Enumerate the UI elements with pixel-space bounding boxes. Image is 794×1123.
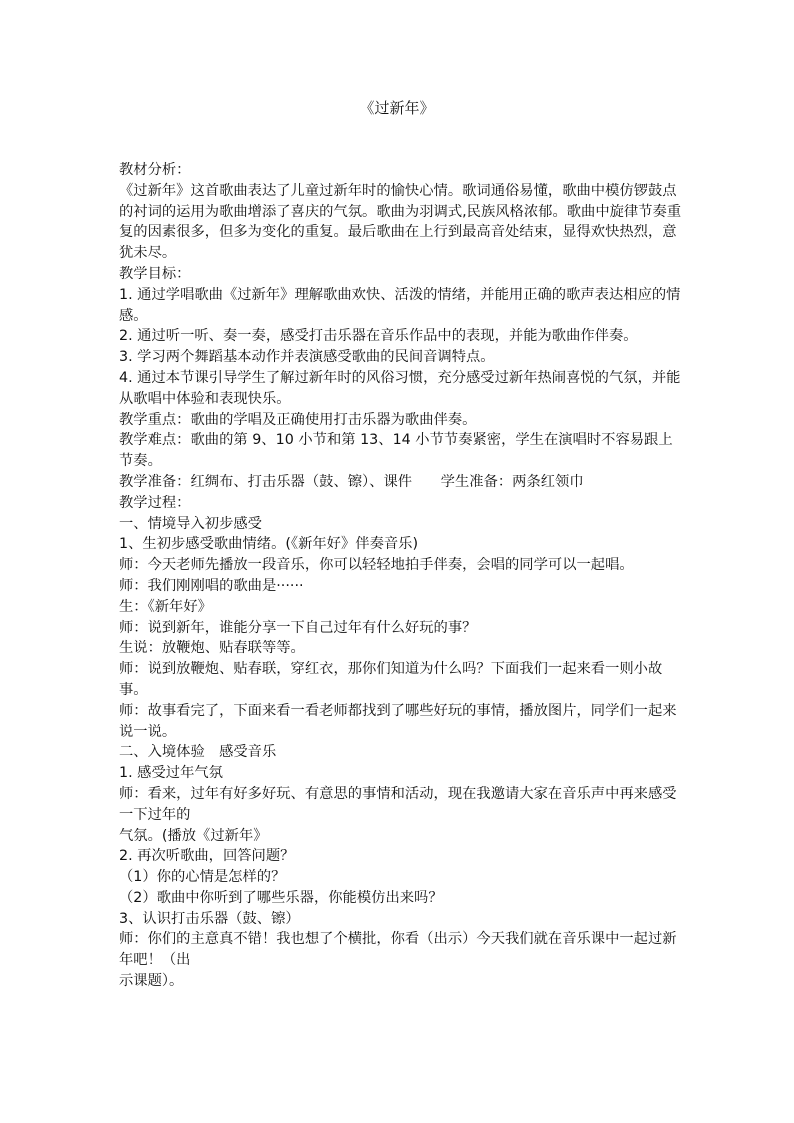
text-line: 1. 通过学唱歌曲《过新年》理解歌曲欢快、活泼的情绪，并能用正确的歌声表达相应的情感。	[119, 286, 681, 324]
text-line: 气氛。(播放《过新年》	[119, 827, 268, 844]
text-line: 示课题）。	[119, 973, 184, 990]
text-line: （2）歌曲中你听到了哪些乐器，你能模仿出来吗？	[119, 889, 443, 906]
text-line: 教学重点：歌曲的学唱及正确使用打击乐器为歌曲伴奏。	[119, 411, 477, 428]
document-title: 《过新年》	[359, 99, 435, 117]
text-line: 2. 再次听歌曲，回答问题？	[119, 848, 295, 865]
document-body	[119, 160, 683, 992]
text-line: 师：故事看完了，下面来看一看老师都找到了哪些好玩的事情，播放图片，同学们一起来说一说。	[119, 702, 677, 740]
text-line: 师：你们的主意真不错！我也想了个横批，你看（出示）今天我们就在音乐课中一起过新年吧！（出	[119, 931, 677, 969]
text-line: 教学目标：	[119, 265, 191, 282]
text-line: 师：我们刚刚唱的歌曲是······	[119, 577, 304, 594]
text-line: （1）你的心情是怎样的？	[119, 869, 286, 886]
text-line: 1. 感受过年气氛	[119, 765, 223, 782]
text-line: 师：今天老师先播放一段音乐，你可以轻轻地拍手伴奏，会唱的同学可以一起唱。	[119, 557, 634, 574]
text-line: 师：看来，过年有好多好玩、有意思的事情和活动，现在我邀请大家在音乐声中再来感受一下过年的	[119, 785, 677, 823]
text-line: 师：说到放鞭炮、贴春联，穿红衣，那你们知道为什么吗？下面我们一起来看一则小故事。	[119, 661, 663, 698]
text-line: 《过新年》这首歌曲表达了儿童过新年时的愉快心情。歌词通俗易懂，歌曲中模仿锣鼓点的衬词的运用为歌曲增添了喜庆的气氛。歌曲为羽调式,民族风格浓郁。歌曲中旋律节奏重复的因素很多，但多为变化的重复。最后歌曲在上行到最高音处结束，显得欢快热烈，意犹未尽。	[119, 182, 682, 262]
text-line: 生：《新年好》	[119, 598, 212, 615]
text-line: 2. 通过听一听、奏一奏，感受打击乐器在音乐作品中的表现，并能为歌曲作伴奏。	[119, 328, 638, 345]
text-line: 教材分析：	[119, 162, 191, 178]
text-line: 二、入境体验 感受音乐	[119, 744, 277, 761]
text-line: 一、情境导入初步感受	[119, 515, 262, 532]
text-line: 教学准备：红绸布、打击乐器（鼓、镲）、课件 学生准备：两条红领巾	[119, 473, 584, 490]
text-line: 3、认识打击乐器（鼓、镲）	[119, 910, 300, 927]
text-line: 教学过程：	[119, 494, 191, 511]
text-line: 生说：放鞭炮、贴春联等等。	[119, 640, 305, 657]
text-line: 4. 通过本节课引导学生了解过新年时的风俗习惯，充分感受过新年热闹喜悦的气氛，并能从歌唱中体验和表现快乐。	[119, 369, 681, 407]
text-line: 1、生初步感受歌曲情绪。(《新年好》伴奏音乐)	[119, 536, 419, 553]
text-line: 师：说到新年，谁能分享一下自己过年有什么好玩的事？	[119, 619, 477, 636]
text-line: 教学难点：歌曲的第 9、10 小节和第 13、14 小节节奏紧密，学生在演唱时不容易跟上节奏。	[119, 432, 673, 470]
text-line: 3. 学习两个舞蹈基本动作并表演感受歌曲的民间音调特点。	[119, 349, 495, 366]
